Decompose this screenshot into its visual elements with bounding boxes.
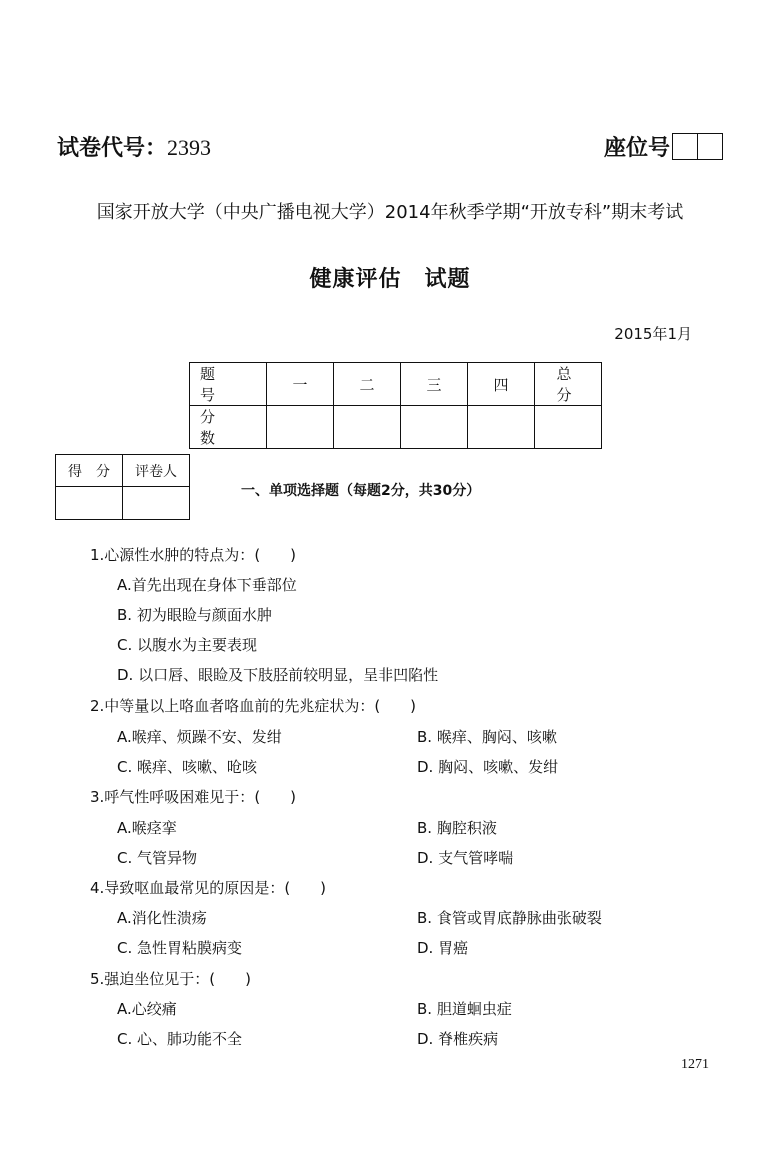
seat-number-boxes (672, 133, 723, 160)
subject-title: 健康评估 试题 (309, 267, 471, 292)
question-option: C. 心、肺功能不全 (117, 1030, 243, 1048)
score-table-header-row (190, 363, 602, 406)
score-table-header-cell: 一 (267, 363, 334, 406)
score-table-header-cell: 三 (401, 363, 468, 406)
score-table-header-cell: 二 (334, 363, 401, 406)
page-number: 1271 (681, 1057, 709, 1072)
question-option: C. 以腹水为主要表现 (117, 636, 258, 654)
exam-code-number: 2393 (167, 135, 212, 160)
question-option: D. 胃癌 (417, 939, 469, 957)
question-option: B. 食管或胃底静脉曲张破裂 (417, 909, 602, 927)
question-option: B. 胸腔积液 (417, 819, 497, 837)
score-table-blank-cell (535, 406, 602, 449)
question-option: A.喉痉挛 (117, 819, 177, 837)
exam-code-label: 试卷代号： (57, 136, 168, 161)
score-table-blank-cell (334, 406, 401, 449)
score-table-score-row (190, 406, 602, 449)
score-table-blank-cell (401, 406, 468, 449)
question-option: D. 支气管哮喘 (417, 849, 514, 867)
question-stem: 4.导致呕血最常见的原因是：( ) (90, 879, 327, 897)
score-table-blank-cell (267, 406, 334, 449)
question-option: C. 喉痒、咳嗽、呛咳 (117, 758, 258, 776)
section-title: 一、单项选择题（每题2分，共30分） (241, 483, 481, 499)
exam-code (57, 131, 211, 162)
grader-table-score-label: 得 分 (56, 455, 123, 487)
question-stem: 3.呼气性呼吸困难见于：( ) (90, 788, 297, 806)
question-option: B. 胆道蛔虫症 (417, 1000, 512, 1018)
question-stem: 5.强迫坐位见于：( ) (90, 970, 252, 988)
grader-table-blank-cell (123, 487, 190, 520)
exam-title: 国家开放大学（中央广播电视大学）2014年秋季学期“开放专科”期末考试 (96, 202, 684, 223)
exam-date: 2015年1月 (614, 325, 692, 343)
question-option: B. 初为眼睑与颜面水肿 (117, 606, 272, 624)
question-option: D. 以口唇、眼睑及下肢胫前较明显，呈非凹陷性 (117, 666, 439, 684)
score-table-header-cell: 题 号 (190, 363, 267, 406)
question-stem: 2.中等量以上咯血者咯血前的先兆症状为：( ) (90, 697, 417, 715)
question-option: D. 脊椎疾病 (417, 1030, 499, 1048)
question-option: A.喉痒、烦躁不安、发绀 (117, 728, 282, 746)
grader-table (55, 454, 190, 520)
score-table-header-cell: 四 (468, 363, 535, 406)
score-table-header-cell: 总 分 (535, 363, 602, 406)
score-table (189, 362, 602, 449)
question-option: B. 喉痒、胸闷、咳嗽 (417, 728, 557, 746)
grader-table-blank-cell (56, 487, 123, 520)
question-option: A.心绞痛 (117, 1000, 177, 1018)
grader-table-grader-label: 评卷人 (123, 455, 190, 487)
question-option: A.消化性溃疡 (117, 909, 207, 927)
question-stem: 1.心源性水肿的特点为：( ) (90, 546, 297, 564)
question-option: C. 气管异物 (117, 849, 198, 867)
seat-number (604, 131, 723, 162)
question-option: D. 胸闷、咳嗽、发绀 (417, 758, 559, 776)
seat-number-label: 座位号 (604, 136, 671, 161)
score-table-blank-cell (468, 406, 535, 449)
question-option: A.首先出现在身体下垂部位 (117, 576, 297, 594)
question-option: C. 急性胃粘膜病变 (117, 939, 243, 957)
score-table-row-label: 分 数 (190, 406, 267, 449)
